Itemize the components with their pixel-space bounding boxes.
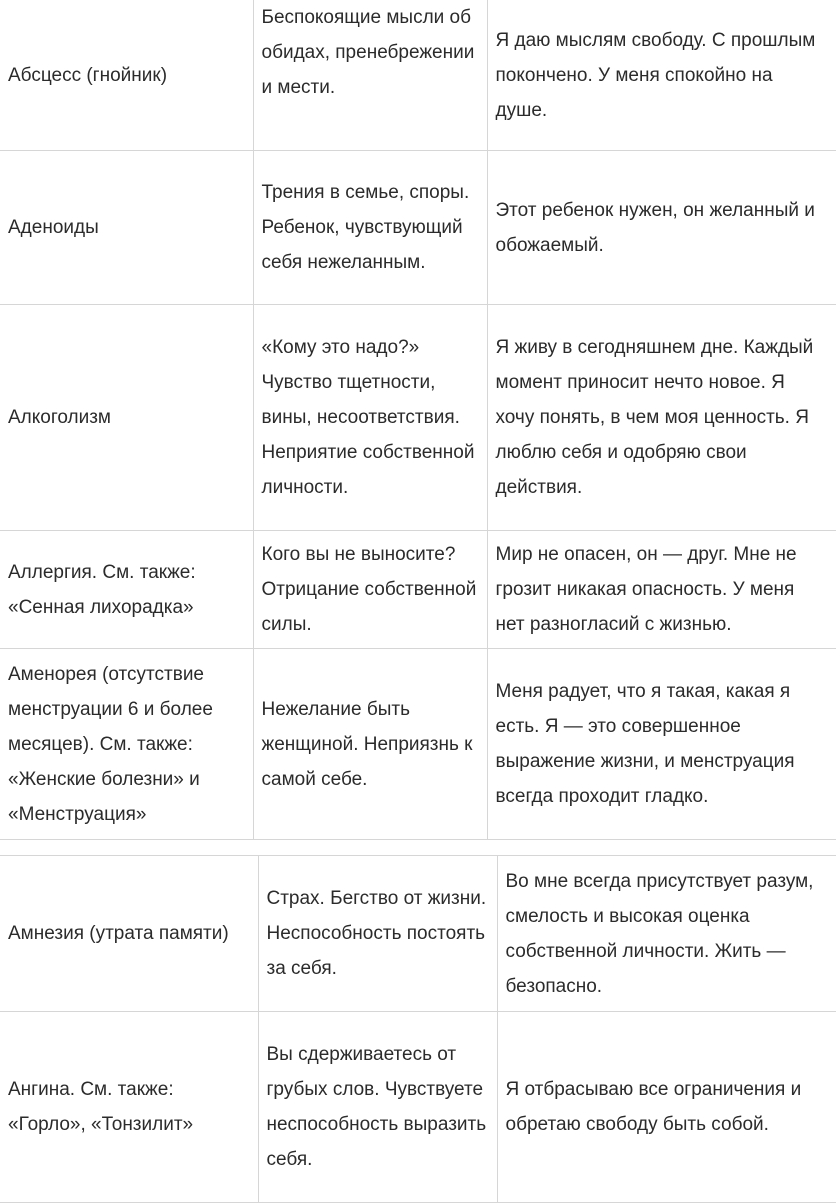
cause-cell — [253, 0, 487, 151]
condition-cell — [0, 649, 253, 840]
cause-cell — [253, 649, 487, 840]
affirmation-text: Этот ребенок нужен, он желанный и обожаемый. — [495, 199, 815, 256]
cause-text: Вы сдерживаетесь от грубых слов. Чувствуете неспособность выразить себя. — [266, 1044, 487, 1170]
table-row — [0, 649, 836, 840]
condition-cell — [0, 531, 253, 649]
affirmation-cell — [497, 1012, 836, 1203]
cause-cell — [253, 305, 487, 531]
condition-text: Аденоиды — [8, 217, 99, 238]
condition-text: Аменорея (отсутствие менструации 6 и более месяцев). См. также: «Женские болезни» и «Менструация» — [8, 663, 213, 825]
affirmation-text: Я живу в сегодняшнем дне. Каждый момент приносит нечто новое. Я хочу понять, в чем моя ценность. Я люблю себя и одобряю свои действия. — [495, 337, 814, 498]
affirmation-cell — [497, 856, 836, 1012]
table-row — [0, 305, 836, 531]
cause-cell — [253, 531, 487, 649]
affirmation-cell — [487, 649, 836, 840]
cause-text: Нежелание быть женщиной. Неприязнь к самой себе. — [261, 698, 473, 790]
condition-cell — [0, 856, 258, 1012]
condition-text: Амнезия (утрата памяти) — [8, 923, 229, 944]
condition-cell — [0, 305, 253, 531]
condition-text: Ангина. См. также: «Горло», «Тонзилит» — [8, 1079, 194, 1135]
table-row — [0, 0, 836, 151]
affirmation-text: Я даю мыслям свободу. С прошлым покончено. У меня спокойно на душе. — [495, 29, 816, 121]
cause-cell — [253, 151, 487, 305]
affirmation-text: Во мне всегда присутствует разум, смелость и высокая оценка собственной личности. Жить — безопасно. — [505, 870, 814, 997]
condition-text: Алкоголизм — [8, 407, 111, 428]
affirmation-cell — [487, 531, 836, 649]
affirmation-text: Мир не опасен, он — друг. Мне не грозит никакая опасность. У меня нет разногласий с жизнью. — [495, 544, 797, 635]
condition-cell — [0, 1012, 258, 1203]
table-row — [0, 151, 836, 305]
condition-text: Аллергия. См. также: «Сенная лихорадка» — [8, 561, 196, 618]
cause-cell — [258, 856, 497, 1012]
condition-table-bottom — [0, 855, 836, 1203]
affirmation-cell — [487, 305, 836, 531]
affirmation-cell — [487, 0, 836, 151]
cause-text: Кого вы не выносите? Отрицание собственной силы. — [261, 544, 477, 635]
cause-text: Страх. Бегство от жизни. Неспособность постоять за себя. — [266, 888, 487, 979]
affirmation-text: Я отбрасываю все ограничения и обретаю свободу быть собой. — [505, 1079, 802, 1135]
affirmation-text: Меня радует, что я такая, какая я есть. Я — это совершенное выражение жизни, и менструация всегда проходит гладко. — [495, 681, 795, 807]
condition-text: Абсцесс (гнойник) — [8, 64, 168, 86]
table-row — [0, 856, 836, 1012]
cause-cell — [258, 1012, 497, 1203]
cause-text: «Кому это надо?» Чувство тщетности, вины, несоответствия. Неприятие собственной личности. — [261, 337, 475, 498]
cause-text: Беспокоящие мысли об обидах, пренебрежении и мести. — [261, 7, 475, 98]
condition-cell — [0, 0, 253, 151]
condition-cell — [0, 151, 253, 305]
cause-text: Трения в семье, споры. Ребенок, чувствующий себя нежеланным. — [261, 182, 470, 273]
table-row — [0, 1012, 836, 1203]
table-row — [0, 531, 836, 649]
affirmation-cell — [487, 151, 836, 305]
